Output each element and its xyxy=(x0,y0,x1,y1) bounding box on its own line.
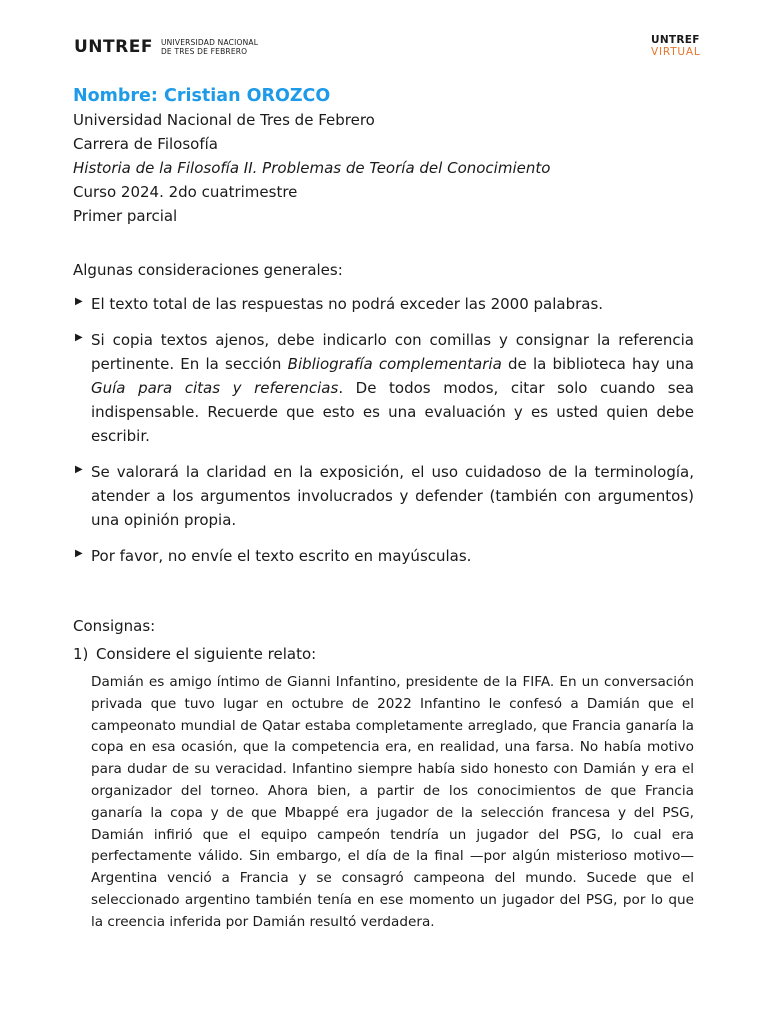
list-item xyxy=(73,292,694,316)
virtual-logo-line-2: VIRTUAL xyxy=(651,46,701,58)
course-line: Curso 2024. 2do cuatrimestre xyxy=(73,183,298,201)
considerations-title: Algunas consideraciones generales: xyxy=(73,261,343,279)
triangle-bullet-icon: ▶ xyxy=(75,296,83,307)
bullet-text: Por favor, no envíe el texto escrito en mayúsculas. xyxy=(91,547,472,565)
subject-line: Historia de la Filosofía II. Problemas de Teoría del Conocimiento xyxy=(73,159,551,177)
page-header xyxy=(0,0,768,80)
list-item xyxy=(73,544,694,568)
career-line: Carrera de Filosofía xyxy=(73,135,218,153)
bullet-text: . De todos modos, citar solo cuando sea indispensable. Recuerde que esto es una evaluación y es usted quien debe escribir. xyxy=(91,379,695,445)
triangle-bullet-icon: ▶ xyxy=(75,464,83,475)
bullet-text: El texto total de las respuestas no podrá exceder las 2000 palabras. xyxy=(91,295,604,313)
logo-subtitle-line-2: DE TRES DE FEBRERO xyxy=(160,47,248,56)
untref-virtual-logo xyxy=(651,34,701,58)
student-name: Nombre: Cristian OROZCO xyxy=(73,86,331,106)
triangle-bullet-icon: ▶ xyxy=(75,548,83,559)
virtual-logo-line-1: UNTREF xyxy=(651,34,700,46)
logo-subtitle xyxy=(161,38,258,56)
question-1 xyxy=(73,642,694,666)
bullet-italic-text: Bibliografía complementaria xyxy=(287,355,502,373)
exam-line: Primer parcial xyxy=(73,207,178,225)
bullet-text: de la biblioteca hay una xyxy=(501,355,694,373)
logo-wordmark: UNTREF xyxy=(74,37,153,57)
considerations-list xyxy=(73,292,694,568)
logo-subtitle-line-1: UNIVERSIDAD NACIONAL xyxy=(160,38,259,47)
untref-logo xyxy=(74,37,258,57)
list-item xyxy=(73,460,694,532)
list-item xyxy=(73,328,694,448)
triangle-bullet-icon: ▶ xyxy=(75,332,83,343)
question-text: Considere el siguiente relato: xyxy=(96,645,317,663)
story-paragraph: Damián es amigo íntimo de Gianni Infantino, presidente de la FIFA. En un conversación privada que tuvo lugar en octubre de 2022 Infantino le confesó a Damián que el campeonato mundial de Qatar estaba completamente arreglado, que Francia ganaría la copa en esa ocasión, que la competencia era, en realidad, una farsa. No había motivo para dudar de su veracidad. Infantino siempre había sido honesto con Damián y era el organizador del torneo. Ahora bien, a partir de los conocimientos de que Francia ganaría la copa y de que Mbappé era jugador de la selección francesa y del PSG, Damián infirió que el equipo campeón tendría un jugador del PSG, lo cual era perfectamente válido. Sin embargo, el día de la final —por algún misterioso motivo— Argentina venció a Francia y se consagró campeona del mundo. Sucede que el seleccionado argentino también tenía en ese momento un jugador del PSG, por lo que la creencia inferida por Damián resultó verdadera. xyxy=(91,674,694,930)
bullet-text: Si copia textos ajenos, debe indicarlo con comillas y consignar la referencia pertinente. En la sección xyxy=(91,331,694,373)
question-number: 1) xyxy=(73,645,89,663)
document-body xyxy=(73,84,694,934)
assignments-title: Consignas: xyxy=(73,617,156,635)
bullet-text: Se valorará la claridad en la exposición, el uso cuidadoso de la terminología, atender a los argumentos involucrados y defender (también con argumentos) una opinión propia. xyxy=(91,463,694,529)
bullet-italic-text: Guía para citas y referencias xyxy=(91,379,339,397)
university-line: Universidad Nacional de Tres de Febrero xyxy=(73,111,375,129)
